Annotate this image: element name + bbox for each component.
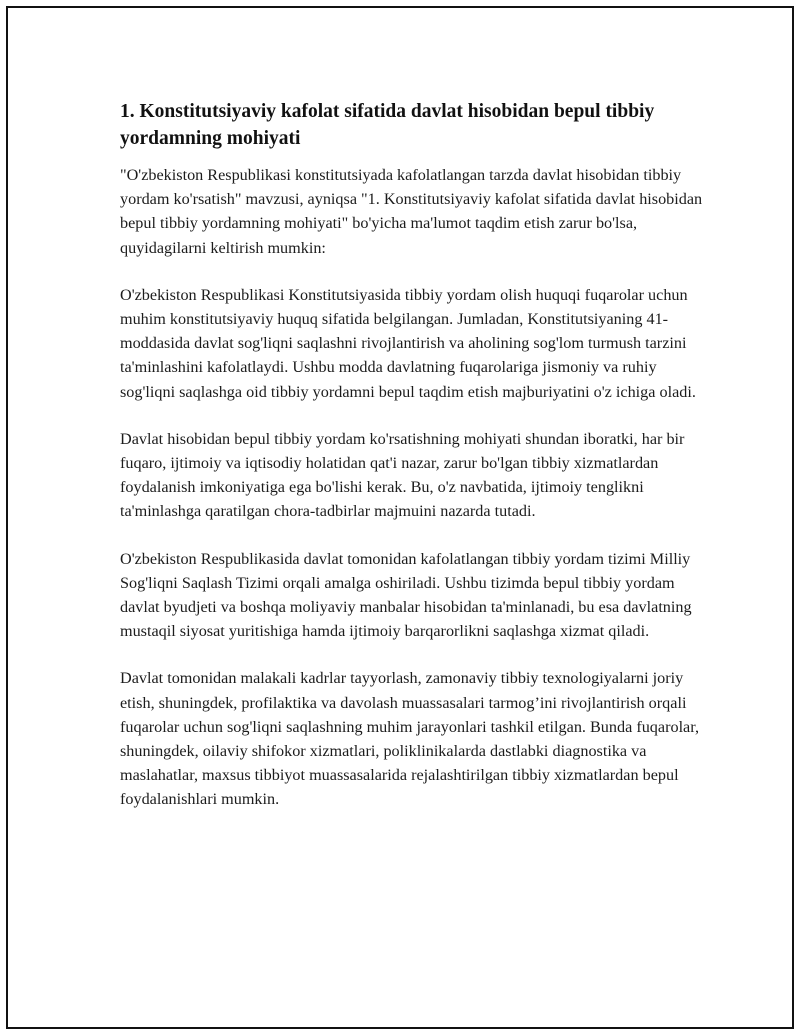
paragraph-services: Davlat tomonidan malakali kadrlar tayyorlash, zamonaviy tibbiy texnologiyalarni joriy etish, shuningdek, profilaktika va davolash muassasalari tarmog’ini rivojlantirish orqali fuqarolar uchun sog'liqni saqlashning muhim jarayonlari tashkil etilgan. Bunda fuqarolar, shuningdek, oilaviy shifokor xizmatlari, poliklinikalarda dastlabki diagnostika va maslahatlar, maxsus tibbiyot muassasalarida rejalashtirilgan tibbiy xizmatlardan bepul foydalanishlari mumkin.: [120, 669, 700, 809]
paragraph-essence: Davlat hisobidan bepul tibbiy yordam ko'rsatishning mohiyati shundan iboratki, har bir fuqaro, ijtimoiy va iqtisodiy holatidan qat'i nazar, zarur bo'lgan tibbiy xizmatlardan foydalanish imkoniyatiga ega bo'lishi kerak. Bu, o'z navbatida, ijtimoiy tenglikni ta'minlashga qaratilgan chora-tadbirlar majmuini nazarda tutadi.: [120, 429, 685, 521]
paragraph-constitution: O'zbekiston Respublikasi Konstitutsiyasida tibbiy yordam olish huquqi fuqarolar uchun muhim konstitutsiyaviy huquq sifatida belgilangan. Jumladan, Konstitutsiyaning 41-moddasida davlat sog'liqni saqlashni rivojlantirish va aholining sog'lom turmush tarzini ta'minlashini kafolatlaydi. Ushbu modda davlatning fuqarolariga jismoniy va ruhiy sog'liqni saqlashga oid tibbiy yordamni bepul taqdim etish majburiyatini o'z ichiga oladi.: [120, 285, 696, 401]
document-title: 1. Konstitutsiyaviy kafolat sifatida davlat hisobidan bepul tibbiy yordamning mohiyati: [120, 101, 655, 149]
page-frame: [6, 6, 794, 1029]
paragraph-health-system: O'zbekiston Respublikasida davlat tomonidan kafolatlangan tibbiy yordam tizimi Milliy Sog'liqni Saqlash Tizimi orqali amalga oshiriladi. Ushbu tizimda bepul tibbiy yordam davlat byudjeti va boshqa moliyaviy manbalar hisobidan ta'minlanadi, bu esa davlatning mustaqil siyosat yuritishiga hamda ijtimoiy barqarorlikni saqlashga xizmat qiladi.: [120, 549, 692, 641]
paragraph-intro: "O'zbekiston Respublikasi konstitutsiyada kafolatlangan tarzda davlat hisobidan tibbiy yordam ko'rsatish" mavzusi, ayniqsa "1. Konstitutsiyaviy kafolat sifatida davlat hisobidan bepul tibbiy yordamning mohiyati" bo'yicha ma'lumot taqdim etish zarur bo'lsa, quyidagilarni keltirish mumkin:: [120, 166, 703, 257]
document-body: [120, 98, 710, 835]
